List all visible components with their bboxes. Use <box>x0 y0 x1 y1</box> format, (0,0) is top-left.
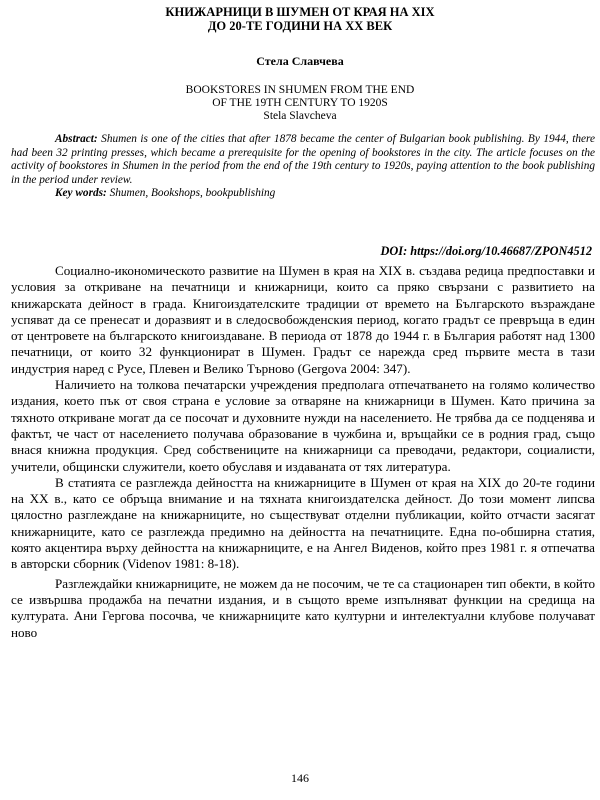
title-bg-line2: ДО 20-ТЕ ГОДИНИ НА XX ВЕК <box>207 19 393 33</box>
abstract-label: Abstract: <box>55 133 98 145</box>
keywords-label: Key words: <box>55 187 107 200</box>
abstract-paragraph <box>11 133 595 187</box>
title-en-line2: OF THE 19TH CENTURY TO 1920S <box>212 97 388 109</box>
title-english <box>0 84 600 110</box>
abstract-block <box>11 133 595 201</box>
doi-link[interactable]: DOI: https://doi.org/10.46687/ZPON4512 <box>380 244 592 258</box>
title-bulgarian <box>0 5 600 33</box>
body-paragraph-4: Разглеждайки книжарниците, не можем да не посочим, че те са стационарен тип обекти, в който се извършва продажба на печатни издания, и в същото време изпълняват функции на средища на културата. Ани Гергова посочва, че книжарниците като културни и интелектуални клубове получават ново <box>11 575 595 640</box>
body-paragraph-1: Социално-икономическото развитие на Шумен в края на XIX в. създава редица предпоставки и условия за откриване на печатници и книжарници, които са пряко свързани с развитието на книжарската дейност в града. Книгоиздателските традиции от времето на Българското възраждане успяват да се пренесат и доразвият и в следосвобожденския период, когато градът се превръща в един от центровете на българското книгоиздаване. В периода от 1878 до 1944 г. в България работят над 1300 печатници, от които 32 функционират в Шумен. Градът се нарежда сред първите места в тази индустрия наред с Русе, Плевен и Велико Търново (Gergova 2004: 347). <box>11 263 595 376</box>
abstract-text: Shumen is one of the cities that after 1878 became the center of Bulgarian book publishing. By 1944, there had been 32 printing presses, which became a prerequisite for the opening of bookstores in the city. The article focuses on the activity of bookstores in Shumen in the period from the end of the 19th century to 1920s, paying attention to the book publishing in the period under review. <box>11 133 596 186</box>
body-paragraph-2: Наличието на толкова печатарски учреждения предполага отпечатването на голямо количество издания, което пък от своя страна е условие за отваряне на книжарници в Шумен. Като причина за тяхното откриване могат да се посочат и духовните нужди на населението. Не трябва да се подценява и фактът, че част от населението получава образование в чужбина и, връщайки се в родния град, също внася книжна продукция. Сред собствениците на книжарници са преводачи, редактори, социалисти, учители, общински служители, което обуславя и издаваната от тях литература. <box>11 377 595 474</box>
keywords-paragraph <box>11 187 595 201</box>
title-en-line1: BOOKSTORES IN SHUMEN FROM THE END <box>185 84 415 96</box>
keywords-text: Shumen, Bookshops, bookpublishing <box>109 187 276 200</box>
title-bg-line1: КНИЖАРНИЦИ В ШУМЕН ОТ КРАЯ НА XIX <box>165 5 435 19</box>
body-paragraph-3: В статията се разглежда дейността на книжарниците в Шумен от края на XIX до 20-те години на XX в., като се обръща внимание и на тяхната книгоиздателска дейност. До този момент липсва цялостно разглеждане на книжарниците, но съществуват отделни публикации, който отчасти засягат книжарниците, като се разглежда предимно на дейността на печатниците. Една по-обширна статия, която акцентира върху дейността на книжарниците, е на Ангел Виденов, който през 1981 г. я отпечатва в авторски сборник (Videnov 1981: 8-18). <box>11 474 595 572</box>
body-text <box>11 263 595 641</box>
author-bulgarian: Стела Славчева <box>256 54 344 68</box>
author-english: Stela Slavcheva <box>263 110 337 122</box>
page-number: 146 <box>291 771 309 785</box>
